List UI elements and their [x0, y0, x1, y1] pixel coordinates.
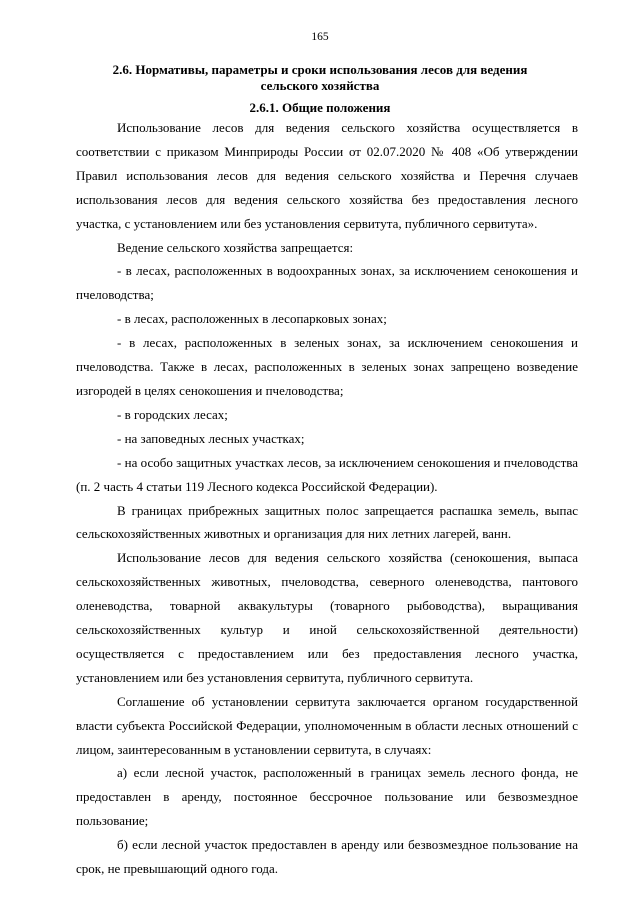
subsection-heading: 2.6.1. Общие положения [249, 100, 391, 115]
paragraph: В границах прибрежных защитных полос запрещается распашка земель, выпас сельскохозяйственных животных и организация для них летних лагерей, ванн. [76, 502, 578, 542]
list-item: - в лесах, расположенных в водоохранных зонах, за исключением сенокошения и пчеловодства; [76, 263, 578, 303]
paragraph: Соглашение об установлении сервитута заключается органом государственной власти субъекта Российской Федерации, уполномоченным в области лесных отношений с лицом, заинтересованным в установлении сервитута, в случаях: [76, 693, 578, 757]
list-item: б) если лесной участок предоставлен в аренду или безвозмездное пользование на срок, не превышающий одного года. [76, 837, 578, 877]
page-number: 165 [311, 31, 329, 43]
paragraph: Ведение сельского хозяйства запрещается: [117, 239, 354, 255]
list-item: - в лесах, расположенных в лесопарковых зонах; [117, 311, 387, 327]
list-item: - на особо защитных участках лесов, за исключением сенокошения и пчеловодства (п. 2 часть 4 статьи 119 Лесного кодекса Российской Федерации). [76, 454, 578, 494]
list-item: а) если лесной участок, расположенный в границах земель лесного фонда, не предоставлен в аренду, постоянное бессрочное пользование или безвозмездное пользование; [76, 765, 578, 829]
paragraph: Использование лесов для ведения сельского хозяйства осуществляется в соответствии с приказом Минприроды России от 02.07.2020 № 408 «Об утверждении Правил использования лесов для ведения сельского хозяйства и Перечня случаев использования лесов для ведения сельского хозяйства без предоставления лесного участка, с установлением или без установления сервитута, публичного сервитута». [76, 120, 578, 231]
section-heading: 2.6. Нормативы, параметры и сроки использования лесов для ведения сельского хозяйства [112, 62, 528, 93]
list-item: - на заповедных лесных участках; [117, 430, 305, 446]
paragraph: Использование лесов для ведения сельского хозяйства (сенокошения, выпаса сельскохозяйственных животных, пчеловодства, северного оленеводства, пантового оленеводства, товарной аквакультуры (товарного рыбоводства), выращивания сельскохозяйственных культур и иной сельскохозяйственной деятельности) осуществляется с предоставлением или без предоставления лесного участка, установлением или без установления сервитута, публичного сервитута. [76, 550, 578, 685]
list-item: - в городских лесах; [117, 406, 228, 422]
body-text [76, 116, 578, 881]
list-item: - в лесах, расположенных в зеленых зонах, за исключением сенокошения и пчеловодства. Также в лесах, расположенных в зеленых зонах запрещено возведение изгородей в целях сенокошения и пчеловодства; [76, 335, 578, 398]
